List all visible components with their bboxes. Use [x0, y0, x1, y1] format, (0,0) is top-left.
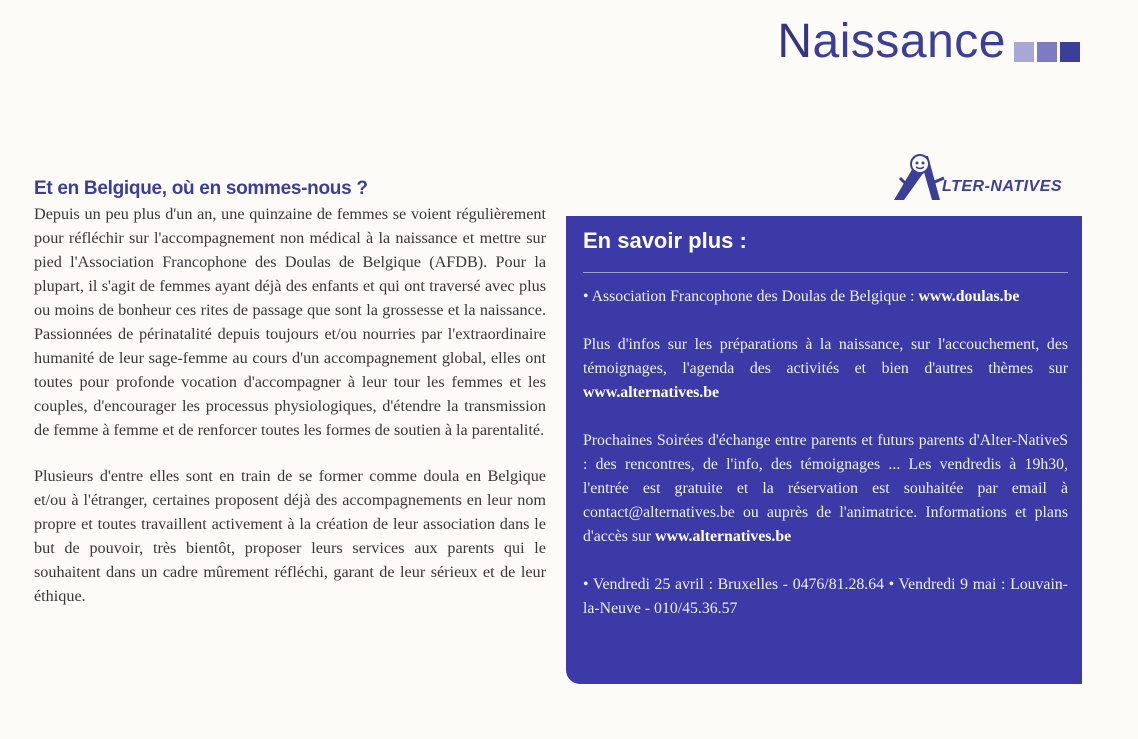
info-box-title: En savoir plus :: [583, 228, 747, 253]
section-title-initial: N: [777, 15, 813, 68]
article-heading: Et en Belgique, où en sommes-nous ?: [34, 178, 368, 199]
info-box: [566, 216, 1082, 684]
article-paragraph-1: Depuis un peu plus d'un an, une quinzaine de femmes se voient régulièrement pour réfléchir sur l'accompagnement non médical à la naissance et mettre sur pied l'Association Francophone des Doulas de Belgique (AFDB). Pour la plupart, il s'agit de femmes ayant déjà des enfants et qui ont traversé avec plus ou moins de bonheur ces rites de passage que sont la grossesse et la naissance. Passionnées de périnatalité depuis toujours et/ou nourries par l'extraordinaire humanité de leur sage-femme au cours d'un accompagnement global, elles ont toutes pour profonde vocation d'accompagner à leur tour les femmes et les couples, d'encourager les processus physiologiques, d'étendre la transmission de femme à femme et de renforcer toutes les formes de soutien à la parentalité.: [34, 205, 546, 439]
square-medium: [1037, 42, 1057, 62]
info-item-soirees-text: Prochaines Soirées d'échange entre parents et futurs parents d'Alter-NativeS : des rencontres, de l'info, des témoignages ... Les vendredis à 19h30, l'entrée est gratuite et la réservation est souhaitée par email à contact@alternatives.be ou auprès de l'animatrice. Informations et plans d'accès sur: [583, 432, 1068, 545]
alternatives-link[interactable]: www.alternatives.be: [583, 384, 720, 401]
doulas-link[interactable]: www.doulas.be: [918, 288, 1020, 305]
article-paragraph-2: Plusieurs d'entre elles sont en train de se former comme doula en Belgique et/ou à l'étranger, certaines proposent déjà des accompagnements en leur nom propre et toutes travaillent activement à la création de leur association dans le but de pouvoir, très bientôt, proposer leurs services aux parents qui le souhaitent dans un cadre mûrement réfléchi, garant de leur sérieux et de leur éthique.: [34, 467, 546, 605]
square-dark: [1060, 42, 1080, 62]
logo-text: LTER-NATIVES: [942, 178, 1063, 195]
info-item-dates: • Vendredi 25 avril : Bruxelles - 0476/81.28.64 • Vendredi 9 mai : Louvain-la-Neuve - 010/45.36.57: [583, 576, 1068, 617]
info-item-preparations-text: Plus d'infos sur les préparations à la naissance, sur l'accouchement, des témoignages, l'agenda des activités et bien d'autres thèmes sur: [583, 336, 1068, 377]
section-title: [777, 15, 1006, 68]
decorative-squares: [1014, 42, 1080, 62]
section-title-rest: aissance: [812, 15, 1006, 68]
section-header: [777, 15, 1080, 68]
info-item-afdb-text: • Association Francophone des Doulas de Belgique :: [583, 288, 919, 305]
alternatives-link-2[interactable]: www.alternatives.be: [655, 528, 792, 545]
article: [34, 178, 546, 630]
alter-natives-logo: [890, 148, 1080, 206]
info-item-preparations: [583, 333, 1068, 405]
info-box-divider: [583, 272, 1068, 273]
info-item-soirees: [583, 429, 1068, 549]
logo-figure-icon: [890, 148, 950, 206]
square-light: [1014, 42, 1034, 62]
info-item-afdb: [583, 285, 1068, 309]
